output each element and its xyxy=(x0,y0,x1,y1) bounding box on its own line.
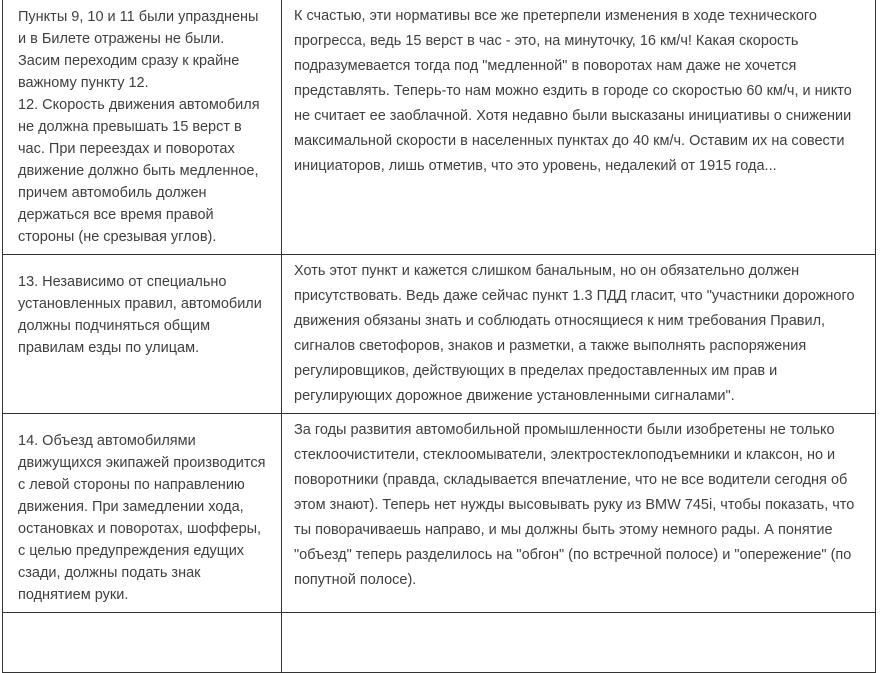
commentary-cell xyxy=(282,0,876,255)
table-row xyxy=(3,0,876,255)
paragraph: 14. Объезд автомобилями движущихся экипажей производится с левой стороны по направлению движения. При замедлении хода, остановках и поворотах, шофферы, с целью предупреждения едущих сзади, должны подать знак поднятием руки. xyxy=(18,433,266,603)
commentary-cell-empty xyxy=(282,613,876,673)
old-rule-cell xyxy=(3,0,282,255)
commentary-cell xyxy=(282,255,876,414)
old-rule-cell xyxy=(3,255,282,414)
paragraph: Хоть этот пункт и кажется слишком банальным, но он обязательно должен присутствовать. Ведь даже сейчас пункт 1.3 ПДД гласит, что "участники дорожного движения обязаны знать и соблюдать относящиеся к ним требования Правил, сигналов светофоров, знаков и разметки, а также выполнять распоряжения регулировщиков, действующих в пределах предоставленных им прав и регулирующих дорожное движение установленными сигналами". xyxy=(294,263,855,404)
paragraph: Пункты 9, 10 и 11 были упразднены и в Билете отражены не были. Засим переходим сразу к крайне важному пункту 12. xyxy=(18,9,259,91)
table-row xyxy=(3,255,876,414)
paragraph: 13. Независимо от специально установленных правил, автомобили должны подчиняться общим правилам езды по улицам. xyxy=(18,274,262,356)
rules-comparison-table xyxy=(2,0,876,673)
old-rule-cell xyxy=(3,414,282,613)
commentary-cell xyxy=(282,414,876,613)
table-row xyxy=(3,414,876,613)
paragraph: За годы развития автомобильной промышленности были изобретены не только стеклоочистители, стеклоомыватели, электростеклоподъемники и клаксон, но и поворотники (правда, складывается впечатление, что не все водители сегодня об этом знают). Теперь нет нужды высовывать руку из BMW 745i, чтобы показать, что ты поворачиваешь направо, и мы должны быть этому немного рады. А понятие "объезд" теперь разделилось на "обгон" (по встречной полосе) и "опережение" (по попутной полосе). xyxy=(294,422,855,588)
paragraph: 12. Скорость движения автомобиля не должна превышать 15 верст в час. При переездах и поворотах движение должно быть медленное, причем автомобиль должен держаться все время правой стороны (не срезывая углов). xyxy=(18,97,260,245)
table-row-partial xyxy=(3,613,876,673)
paragraph: К счастью, эти нормативы все же претерпели изменения в ходе технического прогресса, ведь 15 верст в час - это, на минуточку, 16 км/ч! Какая скорость подразумевается тогда под "медленной" в поворотах нам даже не хочется представлять. Теперь-то нам можно ездить в городе со скоростью 60 км/ч, и никто не считает ее заоблачной. Хотя недавно были высказаны инициативы о снижении максимальной скорости в населенных пунктах до 40 км/ч. Оставим их на совести инициаторов, лишь отметив, что это уровень, недалекий от 1915 года... xyxy=(294,8,852,174)
old-rule-cell-empty xyxy=(3,613,282,673)
